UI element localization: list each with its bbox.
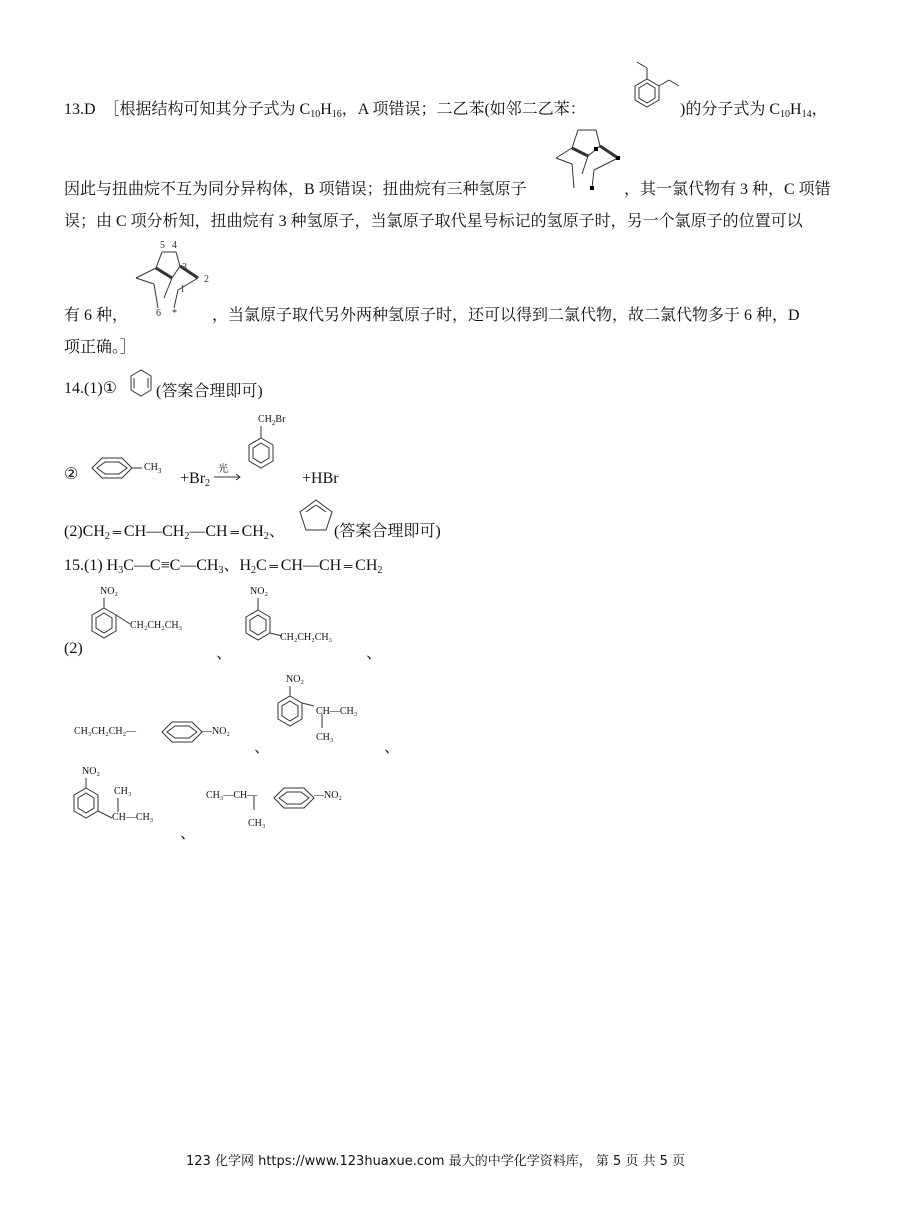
isomer5-no2: NO₂ <box>82 766 100 777</box>
sep-1: 、 <box>216 643 233 662</box>
plus-br2: $+Br_2$ <box>180 470 211 489</box>
q14-eq-num: ② <box>64 466 79 483</box>
q14-line2-cont: (答案合理即可) <box>334 523 441 540</box>
cyclopentene-structure <box>298 498 334 534</box>
isomer2-structure <box>238 598 290 658</box>
sep-2: 、 <box>366 643 383 662</box>
twistane-numbered-structure <box>128 242 218 318</box>
svg-text:4: 4 <box>172 240 177 251</box>
isomer4-no2: NO₂ <box>286 674 304 685</box>
q13-line1: 13.D ［根据结构可知其分子式为 $C_{10}H_{16}$，A 项错误；二乙苯(如邻二乙苯： <box>64 101 586 120</box>
toluene-ch3-label: $CH_3$ <box>144 462 162 475</box>
svg-text:5: 5 <box>160 240 165 251</box>
twistane-structure <box>548 130 628 194</box>
product-ch2br-label: $CH_2Br$ <box>258 414 286 427</box>
q13-line3: 误；由 C 项分析知，扭曲烷有 3 种氢原子，当氯原子取代星号标记的氢原子时，另一个氯原子的位置可以 <box>64 213 803 230</box>
page-footer: 123 化学网 https://www.123huaxue.com 最大的中学化学资料库， 第 5 页 共 5 页 <box>186 1154 686 1169</box>
q13-line4-cont: ，当氯原子取代另外两种氢原子时，还可以得到二氯代物，故二氯代物多于 6 种，D <box>212 307 800 324</box>
svg-text:*: * <box>172 308 177 319</box>
q13-line2-cont: ，其一氯代物有 3 种，C 项错 <box>624 181 831 198</box>
isomer2-propyl: CH₂CH₂CH₃ <box>280 632 333 643</box>
isomer1-propyl: CH₂CH₂CH₃ <box>130 620 183 631</box>
q15-part2-label: (2) <box>64 640 83 657</box>
q13-line5: 项正确。］ <box>64 339 137 356</box>
isomer5-ch3: CH₃ <box>114 786 132 797</box>
q13-line1-cont: )的分子式为 $C_{10}H_{14}$， <box>680 101 828 120</box>
q14-line2: $(2)CH_2$ ═ $CH—CH_2—CH$ ═ $CH_2$、 <box>64 523 285 542</box>
benzyl-bromide-structure <box>246 426 276 488</box>
isomer6-ch3: CH₃ <box>248 818 266 829</box>
q14-line1-cont: (答案合理即可) <box>156 383 263 400</box>
isomer1-no2: NO₂ <box>100 586 118 597</box>
isomer4-ch-ch3: CH—CH₃ <box>316 706 358 717</box>
cyclohexadiene-structure <box>128 368 154 398</box>
svg-text:1: 1 <box>180 284 185 295</box>
sep-3: 、 <box>254 737 271 756</box>
diethylbenzene-structure <box>625 62 685 118</box>
isomer3-no2: —NO₂ <box>202 726 230 737</box>
isomer6-no2: —NO₂ <box>314 790 342 801</box>
plus-hbr: +HBr <box>302 470 339 487</box>
isomer3-propyl: CH₃CH₂CH₂— <box>74 726 137 737</box>
q15-line1: 15.(1) $H_3C—C\equiv C—CH_3$、$H_2C$ ═ CH—CH ═ $CH_2$ <box>64 557 383 576</box>
isomer6-iso: CH₃—CH— <box>206 790 258 801</box>
reaction-arrow <box>214 474 242 480</box>
isomer2-no2: NO₂ <box>250 586 268 597</box>
svg-text:2: 2 <box>204 274 209 285</box>
q13-line4: 有 6 种， <box>64 307 129 324</box>
q13-line2: 因此与扭曲烷不互为同分异构体，B 项错误；扭曲烷有三种氢原子 <box>64 181 527 198</box>
q14-line1: 14.(1)① <box>64 380 117 397</box>
toluene-structure <box>90 454 150 484</box>
isomer4-ch3: CH₃ <box>316 732 334 743</box>
sep-4: 、 <box>384 737 401 756</box>
isomer5-structure <box>70 778 130 832</box>
reaction-condition: 光 <box>218 464 228 475</box>
svg-text:6: 6 <box>156 308 161 319</box>
sep-5: 、 <box>180 823 197 842</box>
svg-text:3: 3 <box>182 262 187 273</box>
isomer5-ch-ch3: CH—CH₃ <box>112 812 154 823</box>
